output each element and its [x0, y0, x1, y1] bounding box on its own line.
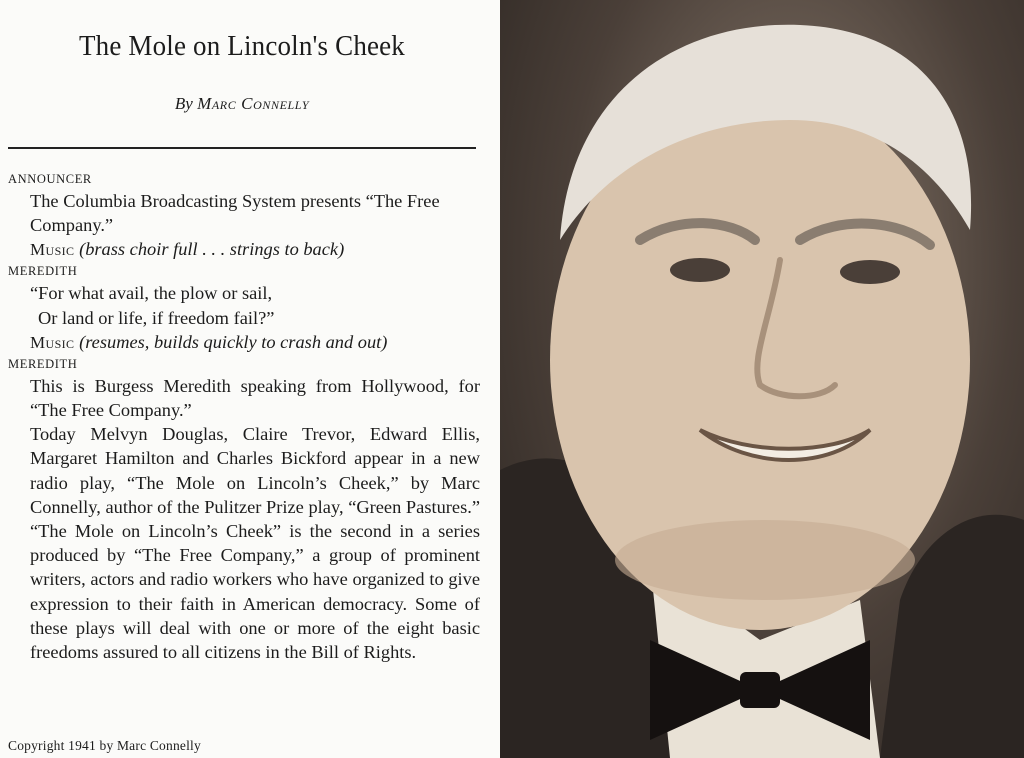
music-direction-1: (brass choir full . . . strings to back) [79, 239, 345, 260]
music-label-2: Music [30, 332, 75, 352]
music-label-1: Music [30, 240, 75, 260]
verse-line-2: Or land or life, if freedom fail?” [38, 307, 275, 328]
article-title: The Mole on Lincoln's Cheek [79, 30, 405, 62]
portrait-illustration [500, 0, 1024, 758]
music-cue-1 [30, 237, 480, 262]
left-eye [670, 258, 730, 282]
byline-author: Marc Connelly [197, 94, 310, 113]
speaker-meredith-2: MEREDITH [8, 356, 78, 371]
speaker-meredith-1: MEREDITH [8, 264, 78, 279]
copyright-notice: Copyright 1941 by Marc Connelly [8, 738, 201, 753]
byline-prefix: By [174, 94, 193, 113]
script-body [8, 170, 480, 664]
announcer-line: The Columbia Broadcasting System presents “The Free Company.” [30, 191, 440, 236]
verse-line-1: “For what avail, the plow or sail, [30, 283, 273, 304]
speaker-announcer: ANNOUNCER [8, 172, 92, 186]
right-eye [840, 260, 900, 284]
meredith-body: Today Melvyn Douglas, Claire Trevor, Edward Ellis, Margaret Hamilton and Charles Bickford appear in a new radio play, “The Mole on Lincoln’s Cheek,” by Marc Connelly, author of the Pulitzer Prize play, “Green Pastures.” “The Mole on Lincoln’s Cheek” is the second in a series produced by “The Free Company,” a group of prominent writers, actors and radio workers who have organized to give expression to their faith in American democracy. Some of these plays will deal with one or more of the eight basic freedoms assured to all citizens in the Bill of Rights. [30, 424, 480, 663]
chin-shadow [615, 520, 915, 600]
portrait-photo [500, 0, 1024, 758]
title-rule [8, 147, 476, 149]
bowtie-knot [740, 672, 780, 708]
meredith-intro: This is Burgess Meredith speaking from Hollywood, for “The Free Company.” [30, 375, 480, 421]
text-column [0, 0, 500, 758]
byline [0, 94, 484, 114]
music-direction-2: (resumes, builds quickly to crash and out) [79, 331, 388, 352]
music-cue-2 [30, 330, 480, 355]
